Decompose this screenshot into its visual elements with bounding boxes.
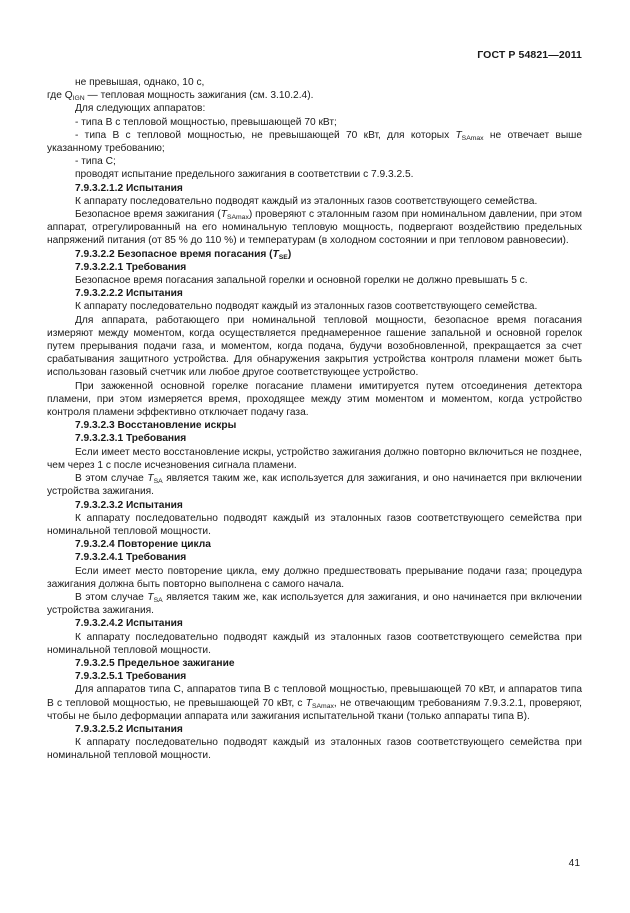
paragraph: При зажженной основной горелке погасание пламени имитируется путем отсоединения детектора пламени, при этом измеряется время, проходящее между этим моментом и моментом, когда устройство контроля пламени эффективно отключает подачу газа. xyxy=(47,380,582,419)
paragraph: - типа С; xyxy=(75,156,116,168)
section-heading: 7.9.3.2.5 Предельное зажигание xyxy=(75,657,235,669)
section-heading: 7.9.3.2.4.2 Испытания xyxy=(75,618,183,630)
paragraph: К аппарату последовательно подводят каждый из эталонных газов соответствующего семейства при номинальной тепловой мощности. xyxy=(47,631,582,656)
section-heading: 7.9.3.2.3 Восстановление искры xyxy=(75,420,237,432)
page-body xyxy=(47,76,582,763)
paragraph: В этом случае $T_{SA}$ является таким же, как используется для зажигания, и оно начинается при включении устройства зажигания. xyxy=(47,591,582,617)
section-heading: 7.9.3.2.3.2 Испытания xyxy=(75,499,183,511)
paragraph: Для следующих аппаратов: xyxy=(75,103,206,115)
paragraph: Если имеет место восстановление искры, устройство зажигания должно повторно включиться не позднее, чем через 1 с после исчезновения сигнала пламени. xyxy=(47,446,582,471)
paragraph: Безопасное время погасания запальной горелки и основной горелки не должно превышать 5 с. xyxy=(75,275,528,287)
paragraph: проводят испытание предельного зажигания в соответствии с 7.9.3.2.5. xyxy=(75,169,414,181)
paragraph: К аппарату последовательно подводят каждый из эталонных газов соответствующего семейства при номинальной тепловой мощности. xyxy=(47,737,582,762)
document-header: ГОСТ Р 54821—2011 xyxy=(477,49,582,61)
section-heading: 7.9.3.2.5.1 Требования xyxy=(75,671,187,683)
paragraph: Безопасное время зажигания $(T_{SAmax})$ проверяют с эталонным газом при номинальном давлении, при этом аппарат, отрегулированный на его номинальную тепловую мощность, подвергают воздействию предельных напряжений питания (от 85 % до 110 %) и температурам (в холодном состоянии и при тепловом равновесии). xyxy=(47,209,582,247)
paragraph: К аппарату последовательно подводят каждый из эталонных газов соответствующего семейства. xyxy=(75,301,538,313)
paragraph: Для аппарата, работающего при номинальной тепловой мощности, безопасное время погасания измеряют между моментом, когда осуществляется преднамеренное гашение запальной и основной горелок путем прерывания подачи газа, и моментом, когда подача, будучи возобновленной, прекращается за счет срабатывания защитного устройства. Для обнаружения закрытия устройства контроля пламени может быть использован газовый счетчик или любое другое соответствующее устройство. xyxy=(47,314,582,379)
section-heading: 7.9.3.2.4 Повторение цикла xyxy=(75,539,211,551)
paragraph: К аппарату последовательно подводят каждый из эталонных газов соответствующего семейства. xyxy=(75,195,538,207)
section-heading: 7.9.3.2.2 Безопасное время погасания $(T_{SE})$ xyxy=(75,248,292,261)
page-number: 41 xyxy=(568,858,580,869)
section-heading: 7.9.3.2.2.2 Испытания xyxy=(75,288,183,300)
paragraph: К аппарату последовательно подводят каждый из эталонных газов соответствующего семейства при номинальной тепловой мощности. xyxy=(47,512,582,537)
paragraph: В этом случае $T_{SA}$ является таким же, как используется для зажигания, и оно начинается при включении устройства зажигания. xyxy=(47,473,582,498)
paragraph: где $Q_{IGN}$ — тепловая мощность зажигания (см. 3.10.2.4). xyxy=(47,90,314,103)
paragraph: - типа В с тепловой мощностью, не превышающей 70 кВт, для которых $T_{SAmax}$ не отвечает выше указанному требованию; xyxy=(47,129,582,155)
section-heading: 7.9.3.2.2.1 Требования xyxy=(75,261,187,273)
section-heading: 7.9.3.2.4.1 Требования xyxy=(75,552,187,564)
section-heading: 7.9.3.2.1.2 Испытания xyxy=(75,182,183,194)
section-heading: 7.9.3.2.5.2 Испытания xyxy=(75,723,183,735)
section-heading: 7.9.3.2.3.1 Требования xyxy=(75,433,187,445)
paragraph: Для аппаратов типа С, аппаратов типа В с тепловой мощностью, превышающей 70 кВт, и аппаратов типа В с тепловой мощностью, не превышающей 70 кВт, с $T_{SAmax}$, не отвечающим требованиям 7.9.3.2.1, проверяют, чтобы не было деформации аппарата или зажигания испытательной ткани (только аппараты типа В). xyxy=(47,684,582,722)
paragraph: - типа В с тепловой мощностью, превышающей 70 кВт; xyxy=(75,116,337,128)
paragraph: не превышая, однако, 10 с, xyxy=(75,77,205,88)
paragraph: Если имеет место повторение цикла, ему должно предшествовать прерывание подачи газа; процедура зажигания должна быть повторно выполнена с самого начала. xyxy=(47,565,582,590)
